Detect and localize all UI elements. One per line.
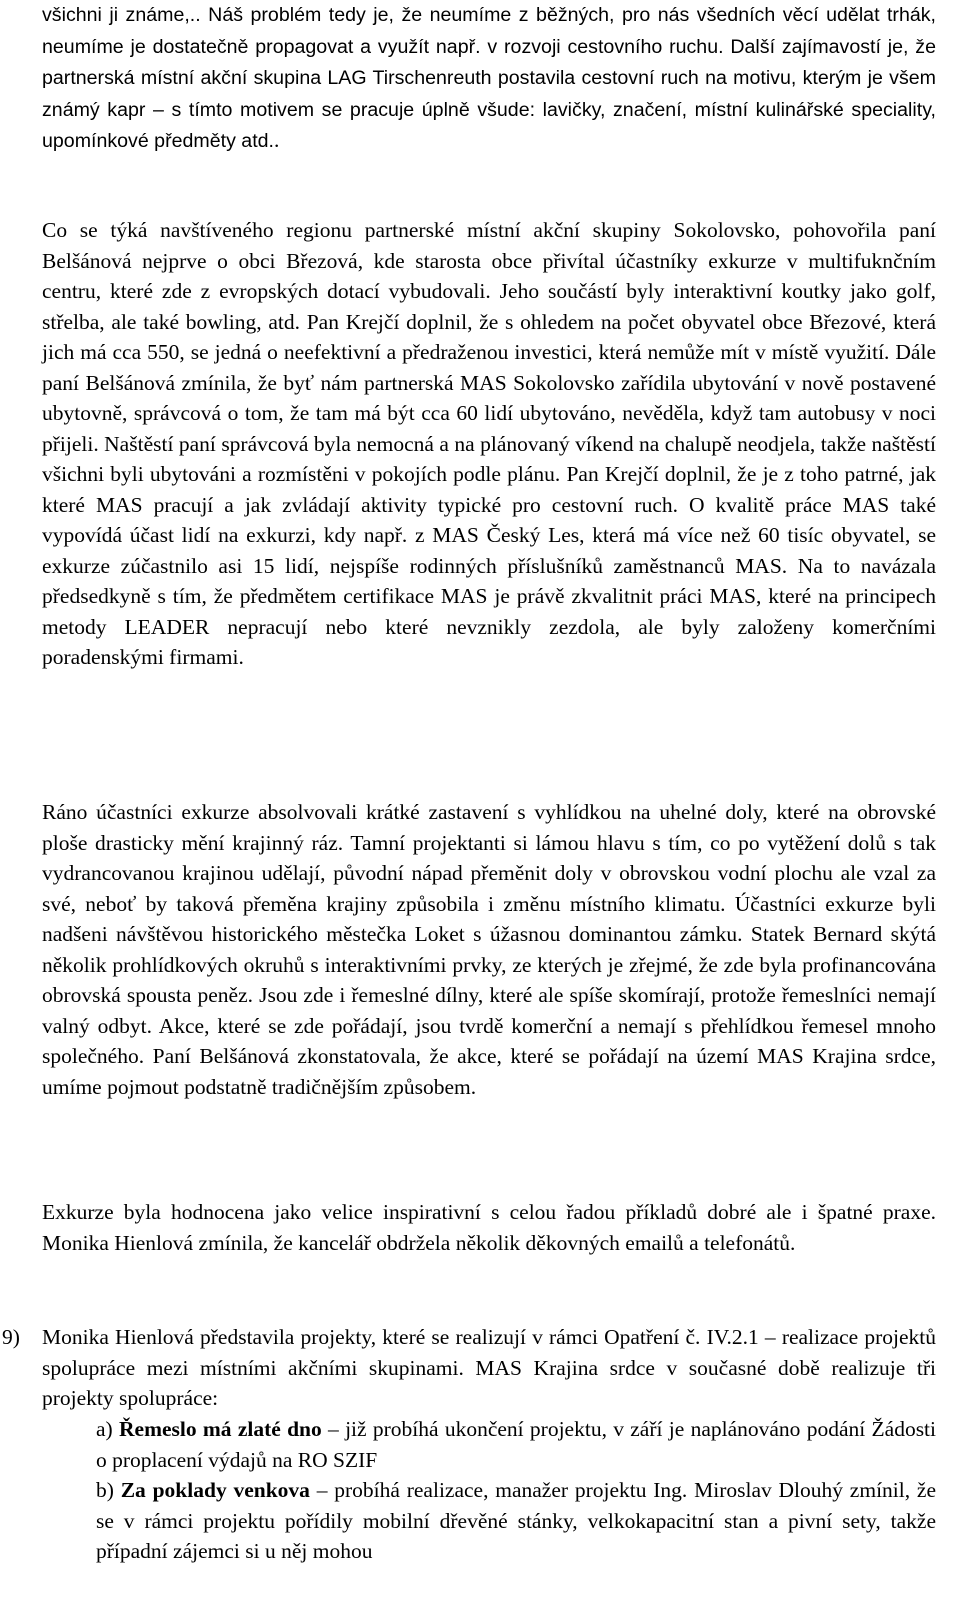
list-item-text: Monika Hienlová představila projekty, které se realizují v rámci Opatření č. IV.2.1 – realizace projektů spolupráce mezi místními akčními skupinami. MAS Krajina srdce v současné době realizuje tři projekty spolupráce: (42, 1325, 936, 1410)
paragraph-carp-motif (42, 0, 936, 157)
paragraph-sokolovsko-region: Co se týká navštíveného regionu partnerské místní akční skupiny Sokolovsko, pohovořila paní Belšánová nejprve o obci Březová, kde starosta obce přivítal účastníky exkurze v multifuknčním centru, které zde z evropských dotací vybudovali. Jeho součástí byly interaktivní koutky jako golf, střelba, ale také bowling, atd. Pan Krejčí doplnil, že s ohledem na počet obyvatel obce Březové, která jich má cca 550, se jedná o neefektivní a předraženou investici, která nemůže mít v místě využití. Dále paní Belšánová zmínila, že byť nám partnerská MAS Sokolovsko zařídila ubytování v nově postavené ubytovně, správcová o tom, že tam má být cca 60 lidí ubytováno, nevěděla, když tam autobusy v noci přijeli. Naštěstí paní správcová byla nemocná a na plánovaný víkend na chalupě neodjela, takže naštěstí všichni byli ubytováni a rozmístěni v pokojích podle plánu. Pan Krejčí doplnil, že je z toho patrné, jak které MAS pracují a jak zvládají aktivity typické pro cestovní ruch. O kvalitě práce MAS také vypovídá účast lidí na exkurzi, kdy např. z MAS Český Les, která má více než 60 tisíc obyvatel, se exkurze zúčastnilo asi 15 lidí, nejspíše rodinných příslušníků zaměstnanců MAS. Na to navázala předsedkyně s tím, že předmětem certifikace MAS je právě zkvalitnit práci MAS, které na principech metody LEADER nepracují nebo které nevznikly zezdola, ale byly založeny komerčními poradenskými firmami. (42, 218, 936, 669)
list-item-number: 9) (2, 1325, 20, 1349)
paragraph-morning-visit: Ráno účastníci exkurze absolvovali krátké zastavení s vyhlídkou na uhelné doly, které na obrovské ploše drasticky mění krajinný ráz. Tamní projektanti si lámou hlavu s tím, co po vytěžení dolů s tak vydrancovanou krajinou udělají, původní nápad přeměnit doly v obrovskou vodní plochu ale vzal za své, neboť by taková přeměna krajiny způsobila i změnu místního klimatu. Účastníci exkurze byli nadšeni návštěvou historického městečka Loket s úžasnou dominantou zámku. Statek Bernard skýtá několik prohlídkových okruhů s interaktivními prvky, ze kterých je zřejmé, že zde byla profinancována obrovská spousta peněz. Jsou zde i řemeslné dílny, které ale spíše skomírají, protože řemeslníci nemají valný odbyt. Akce, které se zde pořádají, jsou tvrdě komerční a nemají s přehlídkou řemesel mnoho společného. Paní Belšánová zkonstatovala, že akce, které se pořádají na území MAS Krajina srdce, umíme pojmout podstatně tradičnějším způsobem. (42, 800, 936, 1099)
sub-item-text: – probíhá realizace, manažer projektu Ing. Miroslav Dlouhý zmínil, že se v rámci projektu pořídily mobilní dřevěné stánky, velkokapacitní stan a pivní sety, takže případní zájemci si u něj mohou (96, 1478, 936, 1563)
sub-item-text: – již probíhá ukončení projektu, v září je naplánováno podání Žádosti o proplacení výdajů na RO SZIF (96, 1417, 937, 1472)
sub-item-b (96, 1475, 936, 1567)
sub-item-a (96, 1414, 936, 1475)
paragraph-sans-run: všichni ji známe,.. Náš problém tedy je, že neumíme z běžných, pro nás všedních věcí udělat trhák, neumíme je dostatečně propagovat a využít např. v rozvoji cestovního ruchu. Další zajímavostí je, že partnerská místní akční skupina LAG Tirschenreuth postavila cestovní ruch na motivu, kterým je všem známý kapr – s tímto motivem se pracuje úplně všude: lavičky, značení, místní kulinářské speciality, upomínkové předměty atd. (42, 4, 936, 152)
paragraph-evaluation: Exkurze byla hodnocena jako velice inspirativní s celou řadou příkladů dobré ale i špatné praxe. Monika Hienlová zmínila, že kancelář obdržela několik děkovných emailů a telefonátů. (42, 1200, 936, 1255)
sub-item-marker: b) (96, 1478, 114, 1502)
paragraph-serif-run: . (274, 128, 280, 152)
sub-item-title: Řemeslo má zlaté dno (119, 1417, 322, 1441)
sub-item-title: Za poklady venkova (120, 1478, 310, 1502)
sub-item-marker: a) (96, 1417, 113, 1441)
